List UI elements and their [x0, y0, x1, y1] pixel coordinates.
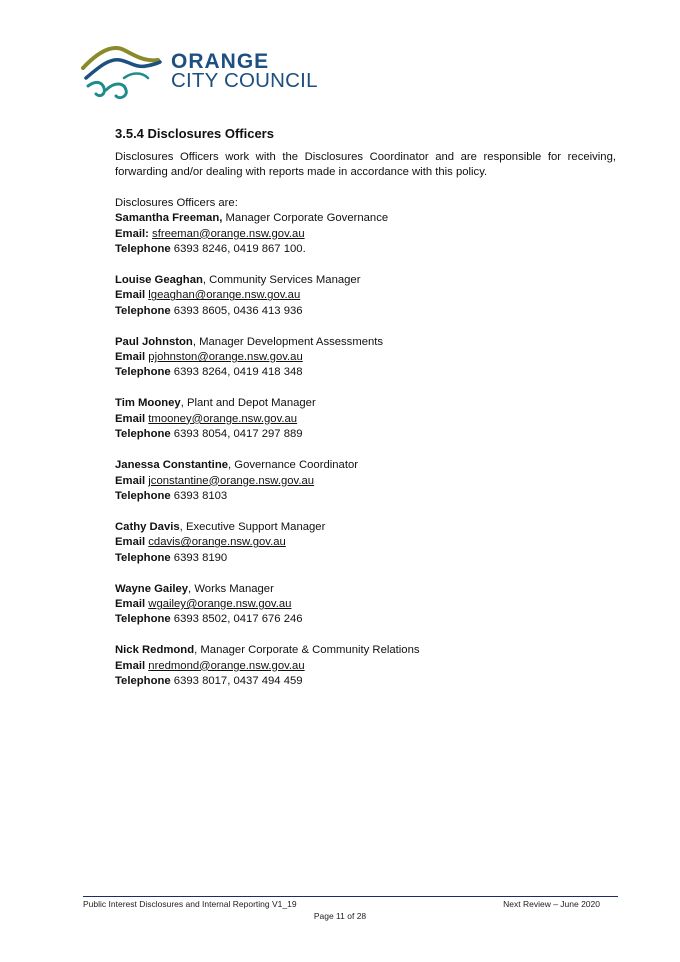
email-label: Email	[115, 597, 146, 610]
officer-role: , Plant and Depot Manager	[180, 397, 316, 410]
officer-email-line	[115, 474, 616, 489]
email-label: Email	[115, 289, 146, 302]
officer-email-link[interactable]: jconstantine@orange.nsw.gov.au	[148, 474, 315, 487]
telephone-label: Telephone	[115, 675, 171, 688]
officer-email-line	[115, 597, 616, 612]
officer-email-link[interactable]: wgailey@orange.nsw.gov.au	[148, 597, 292, 610]
email-label: Email:	[115, 227, 149, 240]
officer-phone-line	[115, 365, 616, 380]
officer-name-line	[115, 335, 616, 350]
officer-phone-line	[115, 551, 616, 566]
officer-email-line	[115, 227, 616, 242]
officer-entry	[115, 335, 616, 381]
officer-role: , Community Services Manager	[202, 273, 361, 286]
officer-role: , Works Manager	[188, 582, 274, 595]
telephone-label: Telephone	[115, 304, 171, 317]
officer-role: Manager Corporate Governance	[222, 212, 389, 225]
officer-phone-line	[115, 674, 616, 689]
officer-name: Paul Johnston	[115, 335, 193, 348]
officer-email-line	[115, 288, 616, 303]
officer-name: Nick Redmond	[115, 644, 195, 657]
officer-telephone: 6393 8190	[170, 551, 228, 564]
officer-name-line	[115, 396, 616, 411]
officer-telephone: 6393 8246, 0419 867 100.	[170, 243, 306, 256]
officer-name: Wayne Gailey	[115, 582, 189, 595]
officer-email-link[interactable]: pjohnston@orange.nsw.gov.au	[148, 351, 303, 364]
logo-text-orange: ORANGE	[171, 50, 270, 73]
officer-telephone: 6393 8605, 0436 413 936	[170, 304, 303, 317]
officer-entry	[115, 211, 616, 257]
officer-entry	[115, 273, 616, 319]
officer-telephone: 6393 8017, 0437 494 459	[170, 675, 303, 688]
officer-telephone: 6393 8103	[170, 489, 228, 502]
officer-telephone: 6393 8054, 0417 297 889	[170, 428, 303, 441]
officer-email-line	[115, 412, 616, 427]
officer-name-line	[115, 458, 616, 473]
orange-city-council-logo	[80, 38, 340, 108]
telephone-label: Telephone	[115, 613, 171, 626]
officer-entry	[115, 458, 616, 504]
email-label: Email	[115, 659, 146, 672]
footer-document-title: Public Interest Disclosures and Internal Reporting V1_19	[83, 899, 297, 909]
officer-name-line	[115, 643, 616, 658]
officers-lead: Disclosures Officers are:	[115, 196, 238, 209]
email-label: Email	[115, 474, 146, 487]
telephone-label: Telephone	[115, 489, 171, 502]
officer-email-link[interactable]: lgeaghan@orange.nsw.gov.au	[148, 289, 301, 302]
officer-email-line	[115, 659, 616, 674]
officer-name: Cathy Davis	[115, 520, 180, 533]
officer-email-link[interactable]: nredmond@orange.nsw.gov.au	[148, 659, 305, 672]
footer-next-review: Next Review – June 2020	[503, 899, 600, 909]
officer-name-line	[115, 211, 616, 226]
officer-role: , Manager Corporate & Community Relations	[194, 644, 420, 657]
logo-text-city-council: CITY COUNCIL	[171, 69, 318, 92]
officer-name: Tim Mooney	[115, 397, 181, 410]
officer-role: , Manager Development Assessments	[192, 335, 384, 348]
officer-entry	[115, 396, 616, 442]
telephone-label: Telephone	[115, 366, 171, 379]
telephone-label: Telephone	[115, 428, 171, 441]
officer-email-line	[115, 350, 616, 365]
officer-email-link[interactable]: cdavis@orange.nsw.gov.au	[148, 536, 286, 549]
officer-phone-line	[115, 304, 616, 319]
officer-entry	[115, 582, 616, 628]
officers-list	[115, 211, 616, 689]
officer-role: , Governance Coordinator	[228, 459, 359, 472]
document-body	[115, 126, 616, 705]
officer-entry	[115, 520, 616, 566]
email-label: Email	[115, 536, 146, 549]
telephone-label: Telephone	[115, 243, 171, 256]
email-label: Email	[115, 351, 146, 364]
officer-telephone: 6393 8264, 0419 418 348	[170, 366, 303, 379]
officer-name: Samantha Freeman,	[115, 212, 223, 225]
officer-name-line	[115, 582, 616, 597]
officer-email-link[interactable]: sfreeman@orange.nsw.gov.au	[152, 227, 305, 240]
footer-page-number: Page 11 of 28	[313, 911, 367, 921]
officer-name: Louise Geaghan	[115, 273, 203, 286]
officer-entry	[115, 643, 616, 689]
officer-phone-line	[115, 242, 616, 257]
officer-phone-line	[115, 489, 616, 504]
officer-phone-line	[115, 612, 616, 627]
officer-phone-line	[115, 427, 616, 442]
officer-name-line	[115, 520, 616, 535]
telephone-label: Telephone	[115, 551, 171, 564]
officer-email-line	[115, 535, 616, 550]
section-intro: Disclosures Officers work with the Disclosures Coordinator and are responsible for receiving, forwarding and/or dealing with reports made in accordance with this policy.	[115, 151, 616, 179]
email-label: Email	[115, 412, 146, 425]
officer-name-line	[115, 273, 616, 288]
section-heading: 3.5.4 Disclosures Officers	[115, 126, 274, 141]
footer-divider	[83, 896, 618, 897]
officer-telephone: 6393 8502, 0417 676 246	[170, 613, 303, 626]
logo-emblem-icon	[80, 38, 170, 108]
officer-role: , Executive Support Manager	[179, 520, 326, 533]
officer-name: Janessa Constantine	[115, 459, 229, 472]
officer-email-link[interactable]: tmooney@orange.nsw.gov.au	[148, 412, 298, 425]
